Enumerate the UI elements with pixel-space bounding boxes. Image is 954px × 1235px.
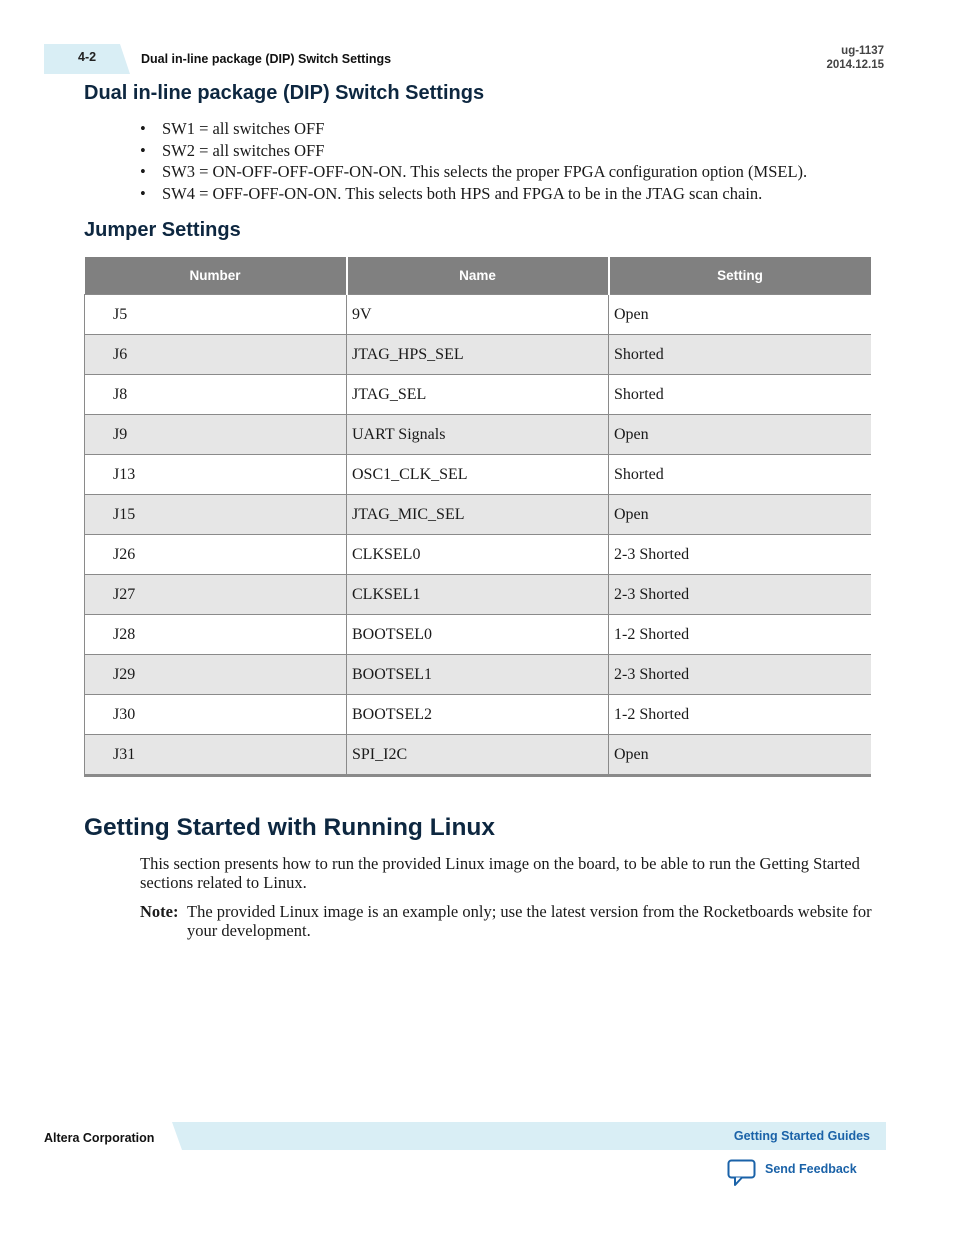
cell-number: J31 — [85, 735, 347, 776]
column-header-number: Number — [85, 257, 347, 295]
cell-name: JTAG_HPS_SEL — [347, 335, 609, 375]
cell-name: OSC1_CLK_SEL — [347, 455, 609, 495]
cell-name: BOOTSEL2 — [347, 695, 609, 735]
speech-bubble-icon[interactable] — [727, 1159, 757, 1187]
cell-setting: 1-2 Shorted — [609, 615, 871, 655]
cell-number: J26 — [85, 535, 347, 575]
dip-section-heading: Dual in-line package (DIP) Switch Settings — [84, 82, 485, 104]
column-header-setting: Setting — [609, 257, 871, 295]
cell-number: J29 — [85, 655, 347, 695]
linux-section-paragraph: This section presents how to run the provided Linux image on the board, to be able to run the Getting Started sections related to Linux. — [140, 854, 860, 892]
cell-setting: 1-2 Shorted — [609, 695, 871, 735]
list-item — [140, 118, 807, 140]
bullet-icon: • — [140, 183, 146, 203]
bullet-icon: • — [140, 119, 146, 138]
cell-number: J13 — [85, 455, 347, 495]
list-item-text: SW1 = all switches OFF — [162, 119, 325, 138]
dip-switch-list — [140, 118, 807, 204]
jumper-settings-table — [84, 257, 871, 777]
cell-name: CLKSEL0 — [347, 535, 609, 575]
table-row — [85, 655, 871, 695]
cell-number: J15 — [85, 495, 347, 535]
column-header-name: Name — [347, 257, 609, 295]
running-header-title: Dual in-line package (DIP) Switch Settings — [141, 52, 392, 66]
cell-number: J30 — [85, 695, 347, 735]
cell-name: JTAG_SEL — [347, 375, 609, 415]
cell-setting: Shorted — [609, 375, 871, 415]
cell-setting: 2-3 Shorted — [609, 575, 871, 615]
table-row — [85, 375, 871, 415]
cell-number: J27 — [85, 575, 347, 615]
cell-setting: Open — [609, 415, 871, 455]
jumper-section-heading: Jumper Settings — [84, 219, 241, 241]
list-item-text: SW4 = OFF-OFF-ON-ON. This selects both HPS and FPGA to be in the JTAG scan chain. — [162, 183, 763, 203]
note-text: The provided Linux image is an example only; use the latest version from the Rocketboards website for your development. — [187, 902, 872, 940]
cell-number: J6 — [85, 335, 347, 375]
list-item — [140, 183, 807, 205]
cell-setting: Shorted — [609, 335, 871, 375]
cell-name: SPI_I2C — [347, 735, 609, 776]
cell-name: BOOTSEL1 — [347, 655, 609, 695]
table-header-row — [85, 257, 871, 295]
cell-name: UART Signals — [347, 415, 609, 455]
bullet-icon: • — [140, 140, 146, 160]
table-row — [85, 575, 871, 615]
cell-setting: 2-3 Shorted — [609, 655, 871, 695]
getting-started-guides-link[interactable]: Getting Started Guides — [733, 1129, 870, 1143]
cell-number: J28 — [85, 615, 347, 655]
note-label: Note: — [140, 902, 179, 921]
cell-number: J9 — [85, 415, 347, 455]
footer-company: Altera Corporation — [44, 1131, 155, 1145]
cell-setting: Open — [609, 495, 871, 535]
table-row — [85, 735, 871, 776]
list-item-text: SW3 = ON-OFF-OFF-OFF-ON-ON. This selects the proper FPGA configuration option (MSEL). — [162, 162, 808, 181]
table-row — [85, 495, 871, 535]
table-row — [85, 415, 871, 455]
doc-info — [826, 44, 884, 72]
table-row — [85, 335, 871, 375]
table-row — [85, 455, 871, 495]
cell-name: BOOTSEL0 — [347, 615, 609, 655]
doc-date: 2014.12.15 — [826, 59, 884, 71]
list-item — [140, 161, 807, 183]
cell-setting: Shorted — [609, 455, 871, 495]
cell-name: JTAG_MIC_SEL — [347, 495, 609, 535]
bullet-icon: • — [140, 162, 146, 181]
list-item — [140, 140, 807, 162]
cell-setting: 2-3 Shorted — [609, 535, 871, 575]
list-item-text: SW2 = all switches OFF — [162, 140, 325, 160]
cell-setting: Open — [609, 735, 871, 776]
table-row — [85, 695, 871, 735]
table-row — [85, 535, 871, 575]
cell-name: 9V — [347, 295, 609, 335]
cell-name: CLKSEL1 — [347, 575, 609, 615]
cell-number: J8 — [85, 375, 347, 415]
table-row — [85, 295, 871, 335]
send-feedback-link[interactable]: Send Feedback — [765, 1162, 857, 1176]
cell-number: J5 — [85, 295, 347, 335]
table-row — [85, 615, 871, 655]
cell-setting: Open — [609, 295, 871, 335]
doc-id: ug-1137 — [841, 45, 884, 57]
linux-section-heading: Getting Started with Running Linux — [84, 814, 496, 841]
page-number: 4-2 — [78, 50, 97, 64]
